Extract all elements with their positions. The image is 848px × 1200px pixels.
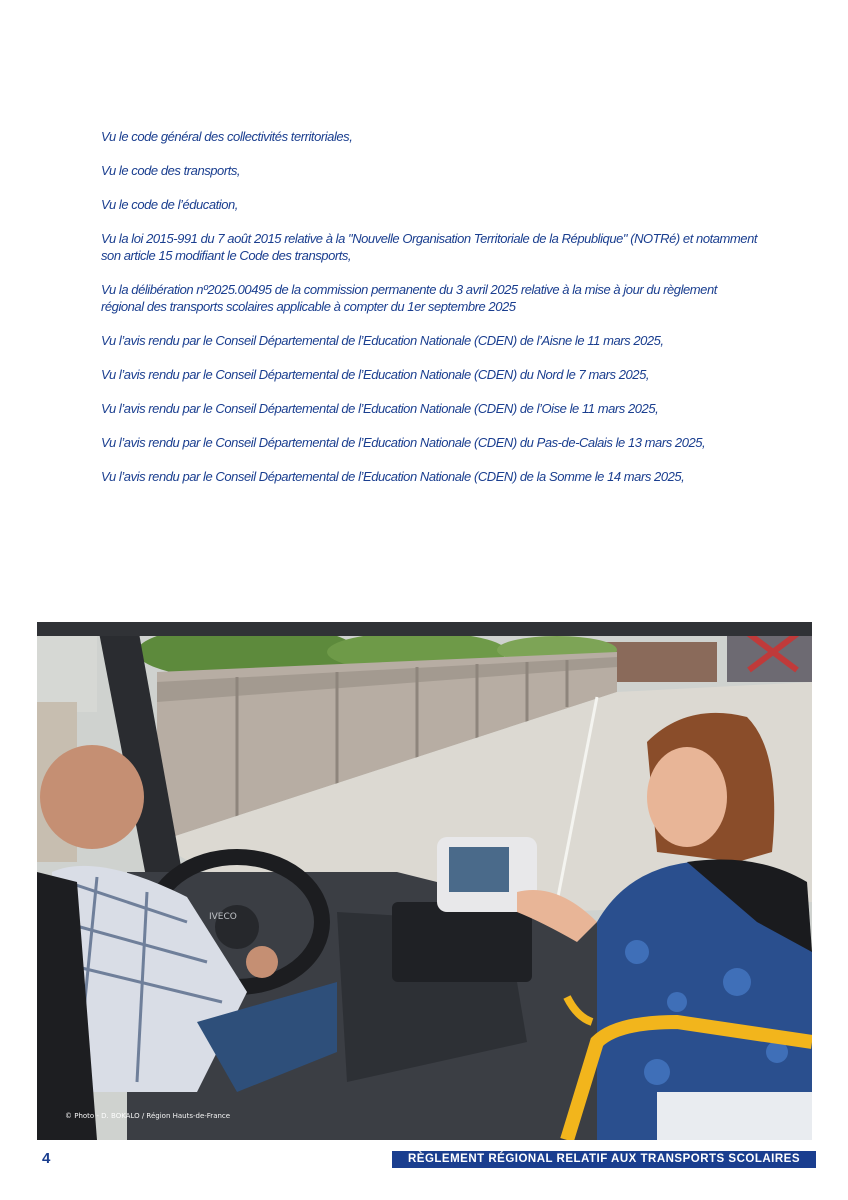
bus-interior-illustration bbox=[37, 622, 812, 1140]
paragraph: Vu l’avis rendu par le Conseil Départemental de l’Education Nationale (CDEN) de l’Oise le 11 mars 2025, bbox=[101, 401, 659, 416]
paragraph: Vu l’avis rendu par le Conseil Départemental de l’Education Nationale (CDEN) de la Somme le 14 mars 2025, bbox=[101, 469, 685, 484]
photo-credit: © Photo - D. BOKALO / Région Hauts-de-France bbox=[65, 1112, 231, 1120]
bus-photo bbox=[37, 622, 812, 1140]
paragraph: Vu la loi 2015-991 du 7 août 2015 relative à la "Nouvelle Organisation Territoriale de la République" (NOTRé) et notamment son article 15 modifiant le Code des transports, bbox=[101, 231, 758, 263]
paragraph: Vu le code de l’éducation, bbox=[101, 197, 238, 212]
paragraph: Vu le code général des collectivités territoriales, bbox=[101, 129, 353, 144]
document-title-banner: RÈGLEMENT RÉGIONAL RELATIF AUX TRANSPORTS SCOLAIRES bbox=[392, 1151, 816, 1168]
paragraph: Vu le code des transports, bbox=[101, 163, 241, 178]
paragraph: Vu l’avis rendu par le Conseil Départemental de l’Education Nationale (CDEN) du Nord le 7 mars 2025, bbox=[101, 367, 650, 382]
paragraph: Vu l’avis rendu par le Conseil Départemental de l’Education Nationale (CDEN) de l’Aisne le 11 mars 2025, bbox=[101, 333, 664, 348]
steering-logo: IVECO bbox=[209, 912, 237, 922]
preamble-text bbox=[101, 128, 761, 502]
paragraph: Vu la délibération nº2025.00495 de la commission permanente du 3 avril 2025 relative à la mise à jour du règlement régional des transports scolaires applicable à compter du 1er septembre 2025 bbox=[101, 282, 717, 314]
paragraph: Vu l’avis rendu par le Conseil Départemental de l’Education Nationale (CDEN) du Pas-de-Calais le 13 mars 2025, bbox=[101, 435, 706, 450]
page-number: 4 bbox=[42, 1150, 51, 1167]
